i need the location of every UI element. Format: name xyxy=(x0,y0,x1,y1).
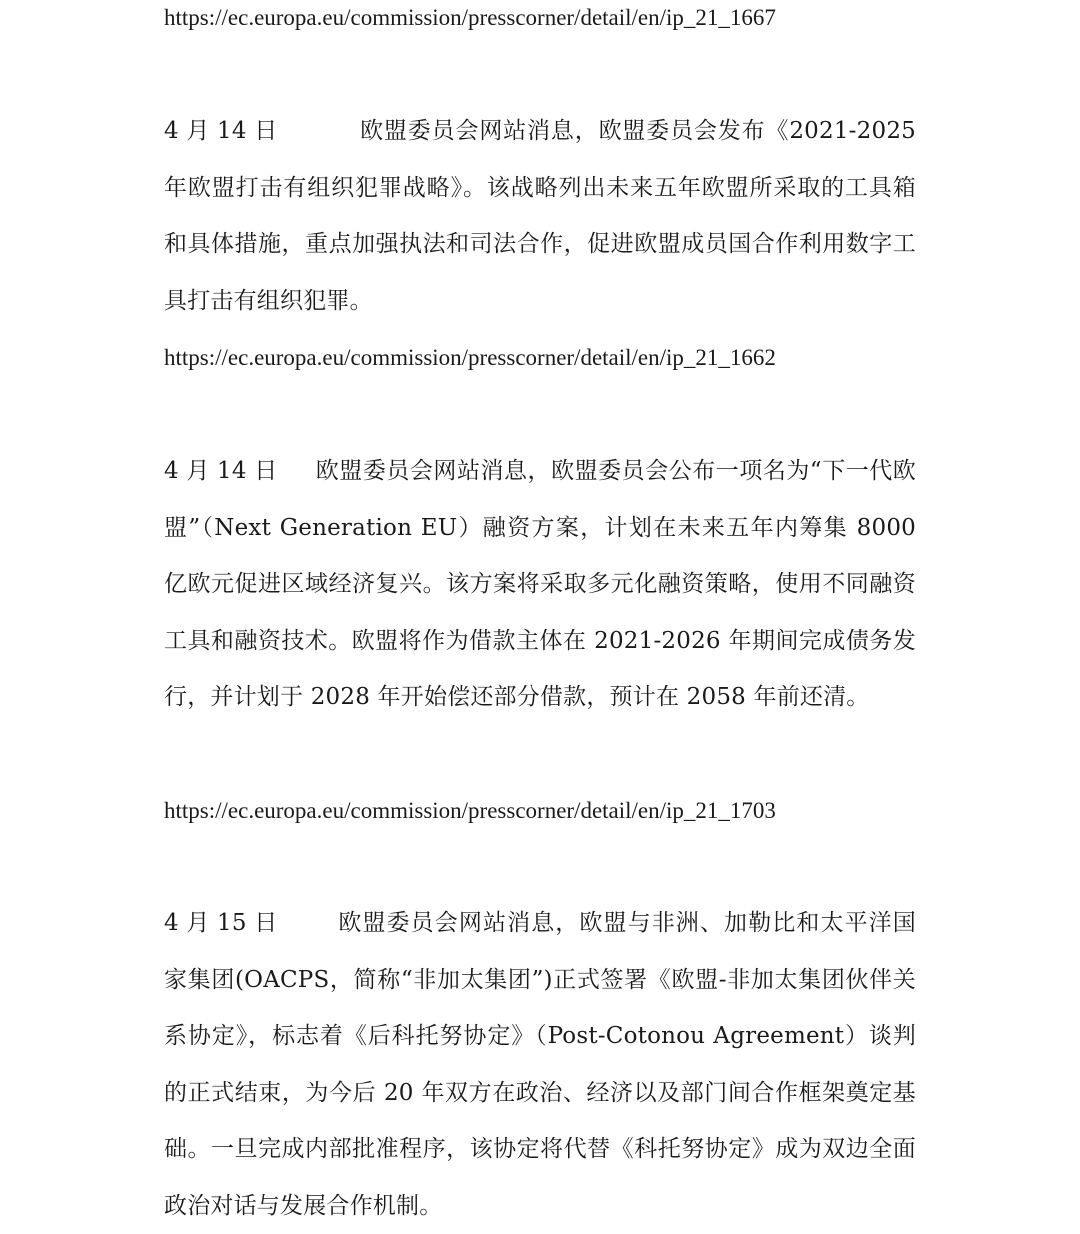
entry-date: 4 月 15 日 xyxy=(164,910,278,936)
entry-text: 欧盟委员会网站消息，欧盟委员会公布一项名为“下一代欧盟”（Next Generation EU）融资方案，计划在未来五年内筹集 8000 亿欧元促进区域经济复兴。该方案将采取多元化融资策略，使用不同融资工具和融资技术。欧盟将作为借款主体在 2021-2026 年期间完成债务发行，并计划于 2028 年开始偿还部分借款，预计在 2058 年前还清。 xyxy=(164,458,916,710)
entry-date: 4 月 14 日 xyxy=(164,118,278,144)
news-entry xyxy=(164,103,916,329)
entry-date: 4 月 14 日 xyxy=(164,458,278,484)
source-link[interactable]: https://ec.europa.eu/commission/presscorner/detail/en/ip_21_1667 xyxy=(164,5,776,30)
news-entry xyxy=(164,443,916,726)
news-entry xyxy=(164,895,916,1234)
source-link[interactable]: https://ec.europa.eu/commission/presscorner/detail/en/ip_21_1662 xyxy=(164,345,776,370)
entry-text: 欧盟委员会网站消息，欧盟委员会发布《2021-2025年欧盟打击有组织犯罪战略》。该战略列出未来五年欧盟所采取的工具箱和具体措施，重点加强执法和司法合作，促进欧盟成员国合作利用数字工具打击有组织犯罪。 xyxy=(164,118,916,314)
source-link[interactable]: https://ec.europa.eu/commission/presscorner/detail/en/ip_21_1703 xyxy=(164,798,776,823)
entry-text: 欧盟委员会网站消息，欧盟与非洲、加勒比和太平洋国家集团(OACPS，简称“非加太集团”)正式签署《欧盟-非加太集团伙伴关系协定》，标志着《后科托努协定》（Post-Cotonou Agreement）谈判的正式结束，为今后 20 年双方在政治、经济以及部门间合作框架奠定基础。一旦完成内部批准程序，该协定将代替《科托努协定》成为双边全面政治对话与发展合作机制。 xyxy=(164,910,916,1219)
